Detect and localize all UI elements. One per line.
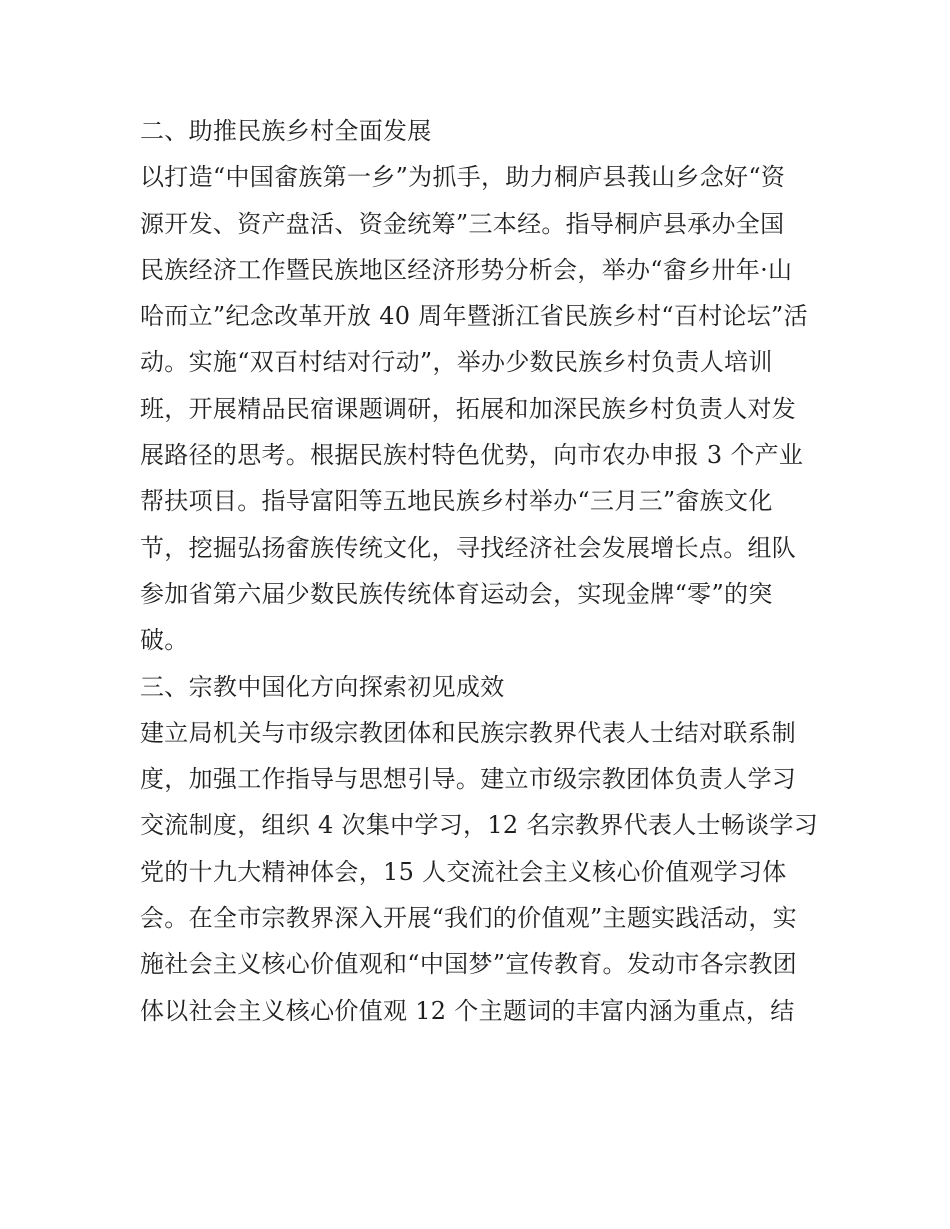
section-heading-3: 三、宗教中国化方向探索初见成效 [140,672,505,701]
paragraph-line: 节，挖掘弘扬畲族传统文化，寻找经济社会发展增长点。组队 [140,533,797,562]
paragraph-line: 哈而立”纪念改革开放 40 周年暨浙江省民族乡村“百村论坛”活 [140,302,808,331]
paragraph-line: 民族经济工作暨民族地区经济形势分析会，举办“畲乡卅年·山 [140,255,793,284]
paragraph-line: 交流制度，组织 4 次集中学习，12 名宗教界代表人士畅谈学习 [140,811,818,840]
paragraph-line: 班，开展精品民宿课题调研，拓展和加深民族乡村负责人对发 [140,394,797,423]
paragraph-line: 动。实施“双百村结对行动”，举办少数民族乡村负责人培训 [140,348,773,377]
paragraph-line: 以打造“中国畲族第一乡”为抓手，助力桐庐县莪山乡念好“资 [140,163,786,192]
paragraph-line: 源开发、资产盘活、资金统筹”三本经。指导桐庐县承办全国 [140,209,785,238]
paragraph-line: 度，加强工作指导与思想引导。建立市级宗教团体负责人学习 [140,765,797,794]
paragraph-line: 施社会主义核心价值观和“中国梦”宣传教育。发动市各宗教团 [140,950,797,979]
paragraph-line: 建立局机关与市级宗教团体和民族宗教界代表人士结对联系制 [140,718,797,747]
paragraph-line: 展路径的思考。根据民族村特色优势，向市农办申报 3 个产业 [140,441,804,470]
paragraph-line: 参加省第六届少数民族传统体育运动会，实现金牌“零”的突 [140,579,773,608]
document-body [140,108,820,1034]
section-heading-2: 二、助推民族乡村全面发展 [140,117,432,145]
paragraph-line: 体以社会主义核心价值观 12 个主题词的丰富内涵为重点，结 [140,996,795,1025]
paragraph-line: 党的十九大精神体会，15 人交流社会主义核心价值观学习体 [140,857,787,886]
paragraph-line: 破。 [140,626,189,655]
paragraph-line: 会。在全市宗教界深入开展“我们的价值观”主题实践活动，实 [140,904,797,933]
paragraph-line: 帮扶项目。指导富阳等五地民族乡村举办“三月三”畲族文化 [140,487,773,516]
